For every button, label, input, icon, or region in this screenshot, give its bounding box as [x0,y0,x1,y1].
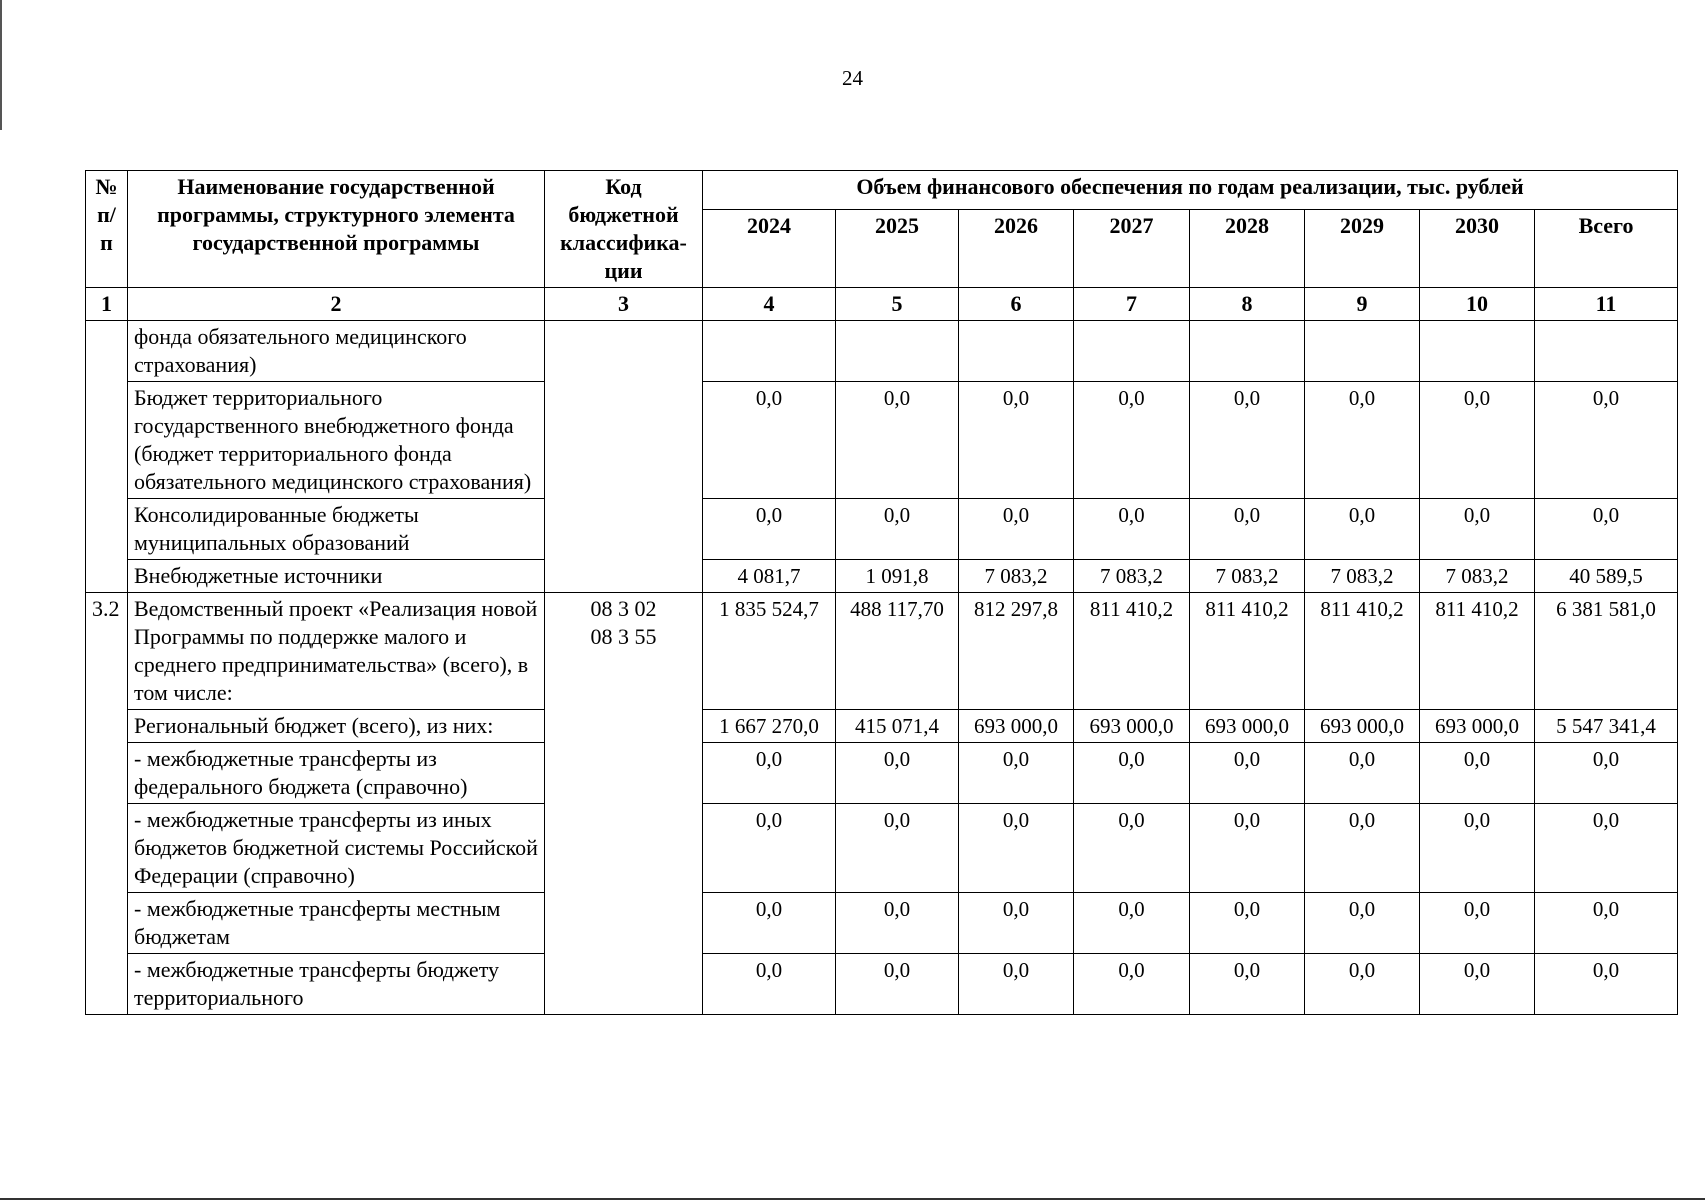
page-number: 24 [842,66,863,90]
header-volume: Объем финансового обеспечения по годам реализации, тыс. рублей [703,171,1678,210]
row-name: Консолидированные бюджеты муниципальных образований [128,499,545,560]
table-row [86,560,1678,593]
row-value: 0,0 [1190,499,1305,560]
row-value: 0,0 [1074,499,1190,560]
row-value: 811 410,2 [1420,593,1535,710]
row-name: Внебюджетные источники [128,560,545,593]
row-value [1420,321,1535,382]
row-value: 7 083,2 [959,560,1074,593]
row-value: 5 547 341,4 [1535,710,1678,743]
row-value: 0,0 [959,743,1074,804]
table-row [86,804,1678,893]
row-name: - межбюджетные трансферты местным бюджетам [128,893,545,954]
row-value: 0,0 [1535,893,1678,954]
row-value: 811 410,2 [1190,593,1305,710]
column-number: 6 [959,288,1074,321]
header-name: Наименование государственной программы, структурного элемента государственной программы [128,171,545,288]
row-value: 0,0 [1420,499,1535,560]
row-value: 0,0 [1074,382,1190,499]
row-value: 0,0 [959,499,1074,560]
row-value: 1 091,8 [836,560,959,593]
header-year: 2028 [1190,210,1305,288]
header-year: 2024 [703,210,836,288]
row-value: 0,0 [836,743,959,804]
row-value: 40 589,5 [1535,560,1678,593]
row-value: 0,0 [1190,743,1305,804]
budget-code: 08 3 02 08 3 55 [590,596,657,649]
row-value: 1 667 270,0 [703,710,836,743]
column-number: 1 [86,288,128,321]
column-number: 4 [703,288,836,321]
column-number-row [86,288,1678,321]
row-value: 0,0 [1190,382,1305,499]
header-code: Код бюджетной классифика-ции [545,171,703,288]
row-value: 0,0 [836,382,959,499]
row-value: 7 083,2 [1305,560,1420,593]
table-row [86,499,1678,560]
column-number: 8 [1190,288,1305,321]
row-value: 0,0 [1535,743,1678,804]
table-row [86,593,1678,710]
row-value: 0,0 [1305,499,1420,560]
row-value: 0,0 [703,893,836,954]
row-value: 1 835 524,7 [703,593,836,710]
row-value: 6 381 581,0 [1535,593,1678,710]
row-value [959,321,1074,382]
row-value: 415 071,4 [836,710,959,743]
row-value: 0,0 [1420,954,1535,1015]
row-value: 811 410,2 [1074,593,1190,710]
column-number: 7 [1074,288,1190,321]
row-value: 0,0 [1074,893,1190,954]
column-number: 11 [1535,288,1678,321]
header-year: 2030 [1420,210,1535,288]
row-value: 0,0 [959,804,1074,893]
row-value: 693 000,0 [1305,710,1420,743]
row-name: Ведомственный проект «Реализация новой Программы по поддержке малого и среднего предпринимательства» (всего), в том числе: [128,593,545,710]
header-year: 2025 [836,210,959,288]
column-number: 9 [1305,288,1420,321]
row-value: 0,0 [703,804,836,893]
row-value: 0,0 [1074,804,1190,893]
row-value: 0,0 [1074,743,1190,804]
row-value [836,321,959,382]
row-value [1305,321,1420,382]
row-name: - межбюджетные трансферты из федерального бюджета (справочно) [128,743,545,804]
row-value: 811 410,2 [1305,593,1420,710]
row-value: 0,0 [836,893,959,954]
row-value [1535,321,1678,382]
header-year: 2026 [959,210,1074,288]
row-name: Региональный бюджет (всего), из них: [128,710,545,743]
row-value: 0,0 [1420,804,1535,893]
row-value: 0,0 [1420,893,1535,954]
row-value: 0,0 [703,382,836,499]
row-value: 0,0 [703,499,836,560]
row-number-cell [86,321,128,593]
table-row [86,382,1678,499]
column-number: 10 [1420,288,1535,321]
header-year: 2029 [1305,210,1420,288]
row-value [1190,321,1305,382]
table-row [86,893,1678,954]
row-value: 0,0 [1420,382,1535,499]
row-value: 0,0 [1535,499,1678,560]
row-value: 0,0 [703,954,836,1015]
row-value: 0,0 [703,743,836,804]
row-value: 7 083,2 [1190,560,1305,593]
header-row [86,171,1678,210]
column-number: 2 [128,288,545,321]
row-value: 0,0 [1074,954,1190,1015]
row-value: 0,0 [1190,804,1305,893]
row-value: 7 083,2 [1074,560,1190,593]
row-value: 693 000,0 [1420,710,1535,743]
header-number: № п/п [86,171,128,288]
table-row [86,710,1678,743]
row-code-cell [545,321,703,593]
row-value: 4 081,7 [703,560,836,593]
column-number: 3 [545,288,703,321]
row-value: 693 000,0 [1074,710,1190,743]
row-value: 0,0 [959,893,1074,954]
row-value: 0,0 [1535,382,1678,499]
row-value: 0,0 [1535,954,1678,1015]
row-number: 3.2 [86,593,128,1015]
row-value: 0,0 [1535,804,1678,893]
row-value: 693 000,0 [1190,710,1305,743]
row-name: фонда обязательного медицинского страхования) [128,321,545,382]
table-row [86,743,1678,804]
row-value [703,321,836,382]
row-value: 0,0 [1305,804,1420,893]
row-value: 7 083,2 [1420,560,1535,593]
row-value: 0,0 [836,499,959,560]
row-code [545,593,703,1015]
header-total: Всего [1535,210,1678,288]
column-number: 5 [836,288,959,321]
row-name: - межбюджетные трансферты из иных бюджетов бюджетной системы Российской Федерации (справочно) [128,804,545,893]
row-value: 0,0 [1305,954,1420,1015]
table-row [86,954,1678,1015]
row-value: 0,0 [1420,743,1535,804]
row-value: 0,0 [1190,893,1305,954]
row-value: 812 297,8 [959,593,1074,710]
row-value: 693 000,0 [959,710,1074,743]
table-row [86,321,1678,382]
header-year: 2027 [1074,210,1190,288]
scan-edge-line [0,0,2,130]
row-value: 0,0 [836,954,959,1015]
row-name: - межбюджетные трансферты бюджету территориального [128,954,545,1015]
row-value: 0,0 [1305,893,1420,954]
row-value: 0,0 [959,382,1074,499]
row-value [1074,321,1190,382]
row-name: Бюджет территориального государственного внебюджетного фонда (бюджет территориального фонда обязательного медицинского страхования) [128,382,545,499]
row-value: 488 117,70 [836,593,959,710]
row-value: 0,0 [1305,743,1420,804]
row-value: 0,0 [959,954,1074,1015]
row-value: 0,0 [836,804,959,893]
row-value: 0,0 [1190,954,1305,1015]
financing-table [85,170,1678,1015]
row-value: 0,0 [1305,382,1420,499]
